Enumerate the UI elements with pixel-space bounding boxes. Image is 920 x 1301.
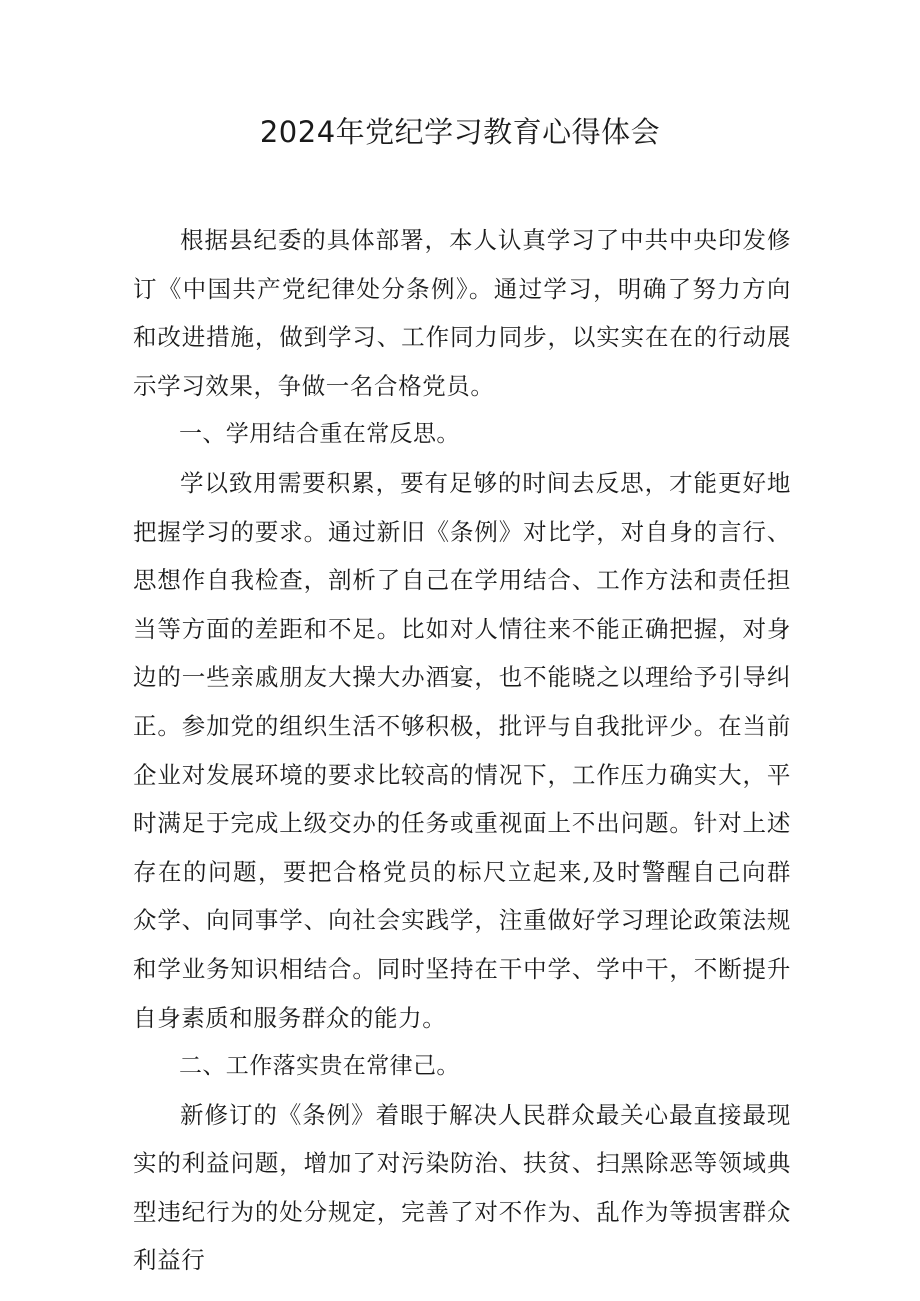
document-title: 2024年党纪学习教育心得体会 <box>259 115 661 149</box>
section-1-paragraph: 学以致用需要积累，要有足够的时间去反思，才能更好地把握学习的要求。通过新旧《条例》对比学，对自身的言行、思想作自我检查，剖析了自己在学用结合、工作方法和责任担当等方面的差距和不足。比如对人情往来不能正确把握，对身边的一些亲戚朋友大操大办酒宴，也不能晓之以理给予引导纠正。参加党的组织生活不够积极，批评与自我批评少。在当前企业对发展环境的要求比较高的情况下，工作压力确实大，平时满足于完成上级交办的任务或重视面上不出问题。针对上述存在的问题，要把合格党员的标尺立起来,及时警醒自己向群众学、向同事学、向社会实践学，注重做好学习理论政策法规和学业务知识相结合。同时坚持在干中学、学中干，不断提升自身素质和服务群众的能力。 <box>133 468 791 1032</box>
intro-paragraph: 根据县纪委的具体部署，本人认真学习了中共中央印发修订《中国共产党纪律处分条例》。通过学习，明确了努力方向和改进措施，做到学习、工作同力同步，以实实在在的行动展示学习效果，争做一名合格党员。 <box>133 226 791 400</box>
section-heading-2: 二、工作落实贵在常律己。 <box>179 1053 460 1080</box>
section-2-paragraph: 新修订的《条例》着眼于解决人民群众最关心最直接最现实的利益问题，增加了对污染防治、扶贫、扫黑除恶等领域典型违纪行为的处分规定，完善了对不作为、乱作为等损害群众利益行 <box>133 1100 791 1275</box>
document-body <box>133 216 791 1285</box>
section-heading-1: 一、学用结合重在常反思。 <box>179 421 460 448</box>
